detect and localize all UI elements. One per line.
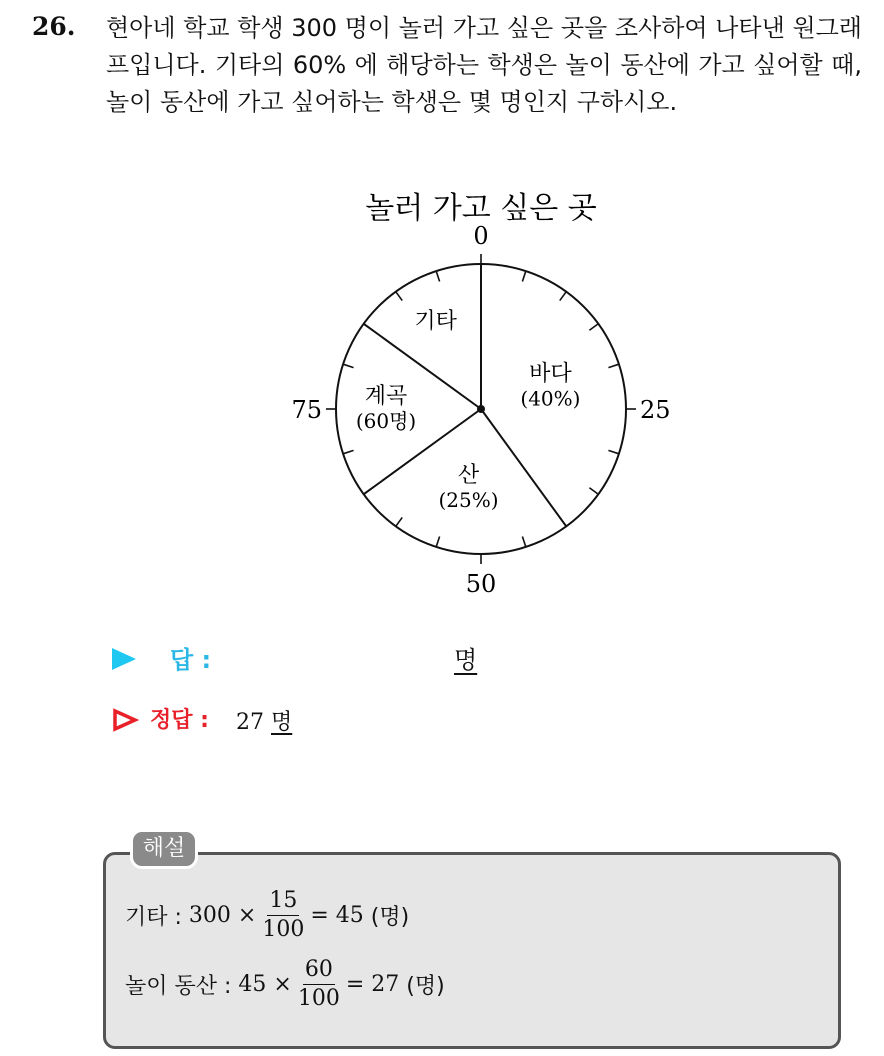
minor-tick bbox=[589, 324, 598, 330]
eq2-prefix: 놀이 동산 : bbox=[125, 973, 232, 999]
eq1-a: 300 bbox=[188, 902, 231, 928]
tick-label: 25 bbox=[640, 396, 671, 424]
answer-arrow-icon bbox=[112, 648, 136, 670]
question-text: 현아네 학교 학생 300 명이 놀러 가고 싶은 곳을 조사하여 나타낸 원그래프입니다. 기타의 60% 에 해당하는 학생은 놀이 동산에 가고 싶어할 때, 놀이 동산에 가고 싶어하는 학생은 몇 명인지 구하시오. bbox=[106, 14, 862, 116]
solution-value bbox=[236, 705, 292, 736]
minor-tick bbox=[522, 271, 525, 281]
eq1-op: × bbox=[237, 902, 257, 928]
tick-label: 50 bbox=[465, 570, 497, 598]
answer-blank-unit[interactable]: 명 bbox=[454, 646, 478, 674]
solution-number: 27 bbox=[236, 710, 264, 735]
eq2-op: × bbox=[273, 971, 292, 997]
slice-value-label: (25%) bbox=[438, 488, 499, 513]
eq2-fraction bbox=[298, 956, 340, 1013]
eq2-numerator: 60 bbox=[303, 956, 335, 985]
center-dot bbox=[477, 405, 485, 413]
eq1-fraction bbox=[262, 887, 304, 944]
minor-tick bbox=[560, 292, 566, 301]
chart-title: 놀러 가고 싶은 곳 bbox=[365, 191, 597, 226]
minor-tick bbox=[608, 364, 618, 367]
minor-tick bbox=[343, 450, 353, 453]
minor-tick bbox=[436, 536, 439, 546]
eq2-unit: (명) bbox=[406, 973, 445, 999]
solution-unit: 명 bbox=[271, 710, 293, 735]
eq1-unit: (명) bbox=[370, 904, 410, 930]
eq1-denominator: 100 bbox=[262, 916, 305, 942]
minor-tick bbox=[522, 536, 525, 546]
tick-label: 0 bbox=[473, 222, 489, 250]
eq2-equals: = bbox=[345, 971, 365, 997]
slice-name-label: 바다 bbox=[529, 361, 572, 387]
minor-tick bbox=[589, 488, 598, 494]
pie-chart bbox=[260, 182, 671, 598]
minor-tick bbox=[608, 450, 618, 453]
slice-name-label: 계곡 bbox=[364, 384, 408, 409]
slice-value-label: (60명) bbox=[355, 409, 417, 433]
eq1-prefix: 기타 : bbox=[125, 904, 182, 930]
eq1-numerator: 15 bbox=[267, 887, 299, 916]
minor-tick bbox=[343, 364, 353, 367]
eq1-equals: = bbox=[310, 902, 329, 928]
slice-value-label: (40%) bbox=[520, 386, 581, 411]
explanation-line-2 bbox=[125, 954, 445, 1014]
minor-tick bbox=[396, 517, 402, 526]
explanation-box bbox=[103, 852, 841, 1049]
explanation-tab: 해설 bbox=[130, 829, 198, 869]
minor-tick bbox=[396, 292, 402, 301]
solution-label: 정답 : bbox=[150, 708, 209, 733]
tick-label: 75 bbox=[291, 396, 322, 424]
minor-tick bbox=[436, 271, 439, 281]
answer-label: 답 : bbox=[170, 646, 212, 674]
eq2-result: 27 bbox=[371, 971, 400, 997]
eq2-a: 45 bbox=[238, 971, 267, 997]
slice-name-label: 산 bbox=[457, 463, 480, 489]
slice-name-label: 기타 bbox=[414, 308, 457, 334]
solution-arrow-icon bbox=[112, 708, 138, 732]
eq1-result: 45 bbox=[335, 902, 364, 928]
eq2-denominator: 100 bbox=[297, 985, 340, 1011]
question-number: 26. bbox=[32, 12, 76, 41]
explanation-line-1 bbox=[125, 885, 409, 945]
